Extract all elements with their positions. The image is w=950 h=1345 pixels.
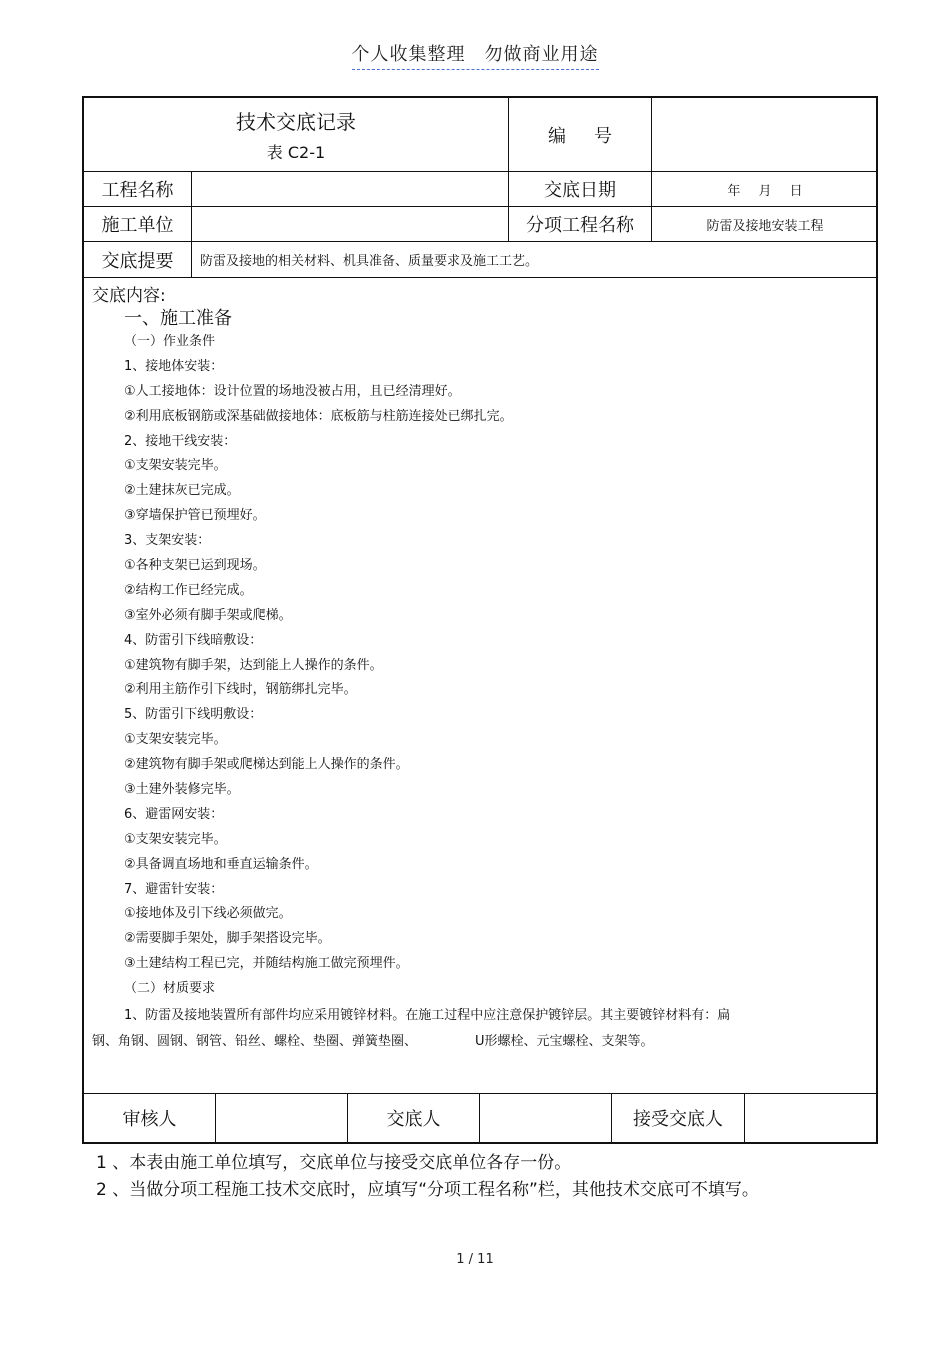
- material-line-2b: U形螺栓、元宝螺栓、支架等。: [475, 1034, 654, 1049]
- construction-unit-field[interactable]: [192, 207, 509, 242]
- content-line: ②利用底板钢筋或深基础做接地体：底板筋与柱筋连接处已绑扎完。: [124, 408, 513, 424]
- content-lines: [124, 330, 864, 1002]
- serial-field[interactable]: [652, 98, 878, 172]
- content-line: ②建筑物有脚手架或爬梯达到能上人操作的条件。: [124, 757, 409, 773]
- footnotes: [96, 1150, 896, 1204]
- date-value: 年 月 日: [727, 183, 803, 199]
- table-code: 表 C2-1: [266, 143, 326, 162]
- content-line: 7、避雷针安装：: [124, 881, 224, 897]
- content-label: 交底内容:: [92, 286, 166, 306]
- summary-label: 交底提要: [84, 242, 192, 278]
- discloser-field[interactable]: [480, 1094, 612, 1142]
- content-line: 5、防雷引下线明敷设：: [124, 707, 263, 723]
- receiver-field[interactable]: [745, 1094, 878, 1142]
- receiver-label: 接受交底人: [612, 1094, 745, 1142]
- content-line: ③土建外装修完毕。: [124, 782, 240, 798]
- content-line: 3、支架安装：: [124, 533, 211, 549]
- serial-label: 编号: [509, 98, 652, 172]
- material-paragraph: [92, 1003, 872, 1055]
- content-line: ②利用主筋作引下线时，钢筋绑扎完毕。: [124, 682, 357, 698]
- material-line-2: [92, 1029, 872, 1055]
- content-line: ①支架安装完毕。: [124, 831, 227, 847]
- subproject-field[interactable]: 防雷及接地安装工程: [652, 207, 878, 242]
- summary-field[interactable]: 防雷及接地的相关材料、机具准备、质量要求及施工工艺。: [192, 242, 878, 278]
- section-heading: 一、施工准备: [124, 308, 232, 329]
- content-line: （一）作业条件: [124, 334, 216, 349]
- content-line: ①支架安装完毕。: [124, 732, 227, 748]
- content-line: ②结构工作已经完成。: [124, 582, 253, 598]
- project-name-field[interactable]: [192, 172, 509, 207]
- material-line-1: 1、防雷及接地装置所有部件均应采用镀锌材料。在施工过程中应注意保护镀锌层。其主要镀锌材料有：扁: [124, 1008, 731, 1023]
- material-line-2a: 钢、角钢、圆钢、钢管、铅丝、螺栓、垫圈、弹簧垫圈、: [92, 1034, 418, 1049]
- project-name-label: 工程名称: [84, 172, 192, 207]
- header-note: [0, 40, 950, 66]
- reviewer-field[interactable]: [216, 1094, 348, 1142]
- reviewer-label: 审核人: [84, 1094, 216, 1142]
- discloser-label: 交底人: [348, 1094, 480, 1142]
- date-field[interactable]: [652, 172, 878, 207]
- content-line: 6、避雷网安装：: [124, 806, 224, 822]
- content-line: ①人工接地体：设计位置的场地没被占用，且已经清理好。: [124, 383, 461, 399]
- content-line: ②需要脚手架处，脚手架搭设完毕。: [124, 931, 331, 947]
- disclosure-form: [82, 96, 878, 1144]
- content-line: 1、接地体安装：: [124, 358, 224, 374]
- content-line: ③穿墙保护管已预埋好。: [124, 508, 266, 524]
- construction-unit-label: 施工单位: [84, 207, 192, 242]
- content-line: ③室外必须有脚手架或爬梯。: [124, 607, 292, 623]
- footnote-1: 1 、本表由施工单位填写，交底单位与接受交底单位各存一份。: [96, 1153, 572, 1173]
- content-area: [84, 278, 878, 1094]
- subproject-label: 分项工程名称: [509, 207, 652, 242]
- header-note-text: 个人收集整理 勿做商业用途: [352, 44, 599, 70]
- page-number: 1 / 11: [456, 1252, 494, 1267]
- content-line: ②具备调直场地和垂直运输条件。: [124, 856, 318, 872]
- content-line: ①各种支架已运到现场。: [124, 558, 266, 574]
- content-line: ①支架安装完毕。: [124, 458, 227, 474]
- content-line: 2、接地干线安装：: [124, 433, 237, 449]
- content-line: 4、防雷引下线暗敷设：: [124, 632, 263, 648]
- content-line: ①接地体及引下线必须做完。: [124, 906, 292, 922]
- form-title: 技术交底记录: [236, 110, 356, 134]
- title-cell: [84, 98, 509, 172]
- content-line: ②土建抹灰已完成。: [124, 483, 240, 499]
- content-line: （二）材质要求: [124, 981, 216, 997]
- content-line: ③土建结构工程已完，并随结构施工做完预埋件。: [124, 956, 409, 972]
- content-line: ①建筑物有脚手架，达到能上人操作的条件。: [124, 657, 383, 673]
- footnote-2: 2 、当做分项工程施工技术交底时，应填写“分项工程名称”栏，其他技术交底可不填写。: [96, 1180, 759, 1200]
- date-label: 交底日期: [509, 172, 652, 207]
